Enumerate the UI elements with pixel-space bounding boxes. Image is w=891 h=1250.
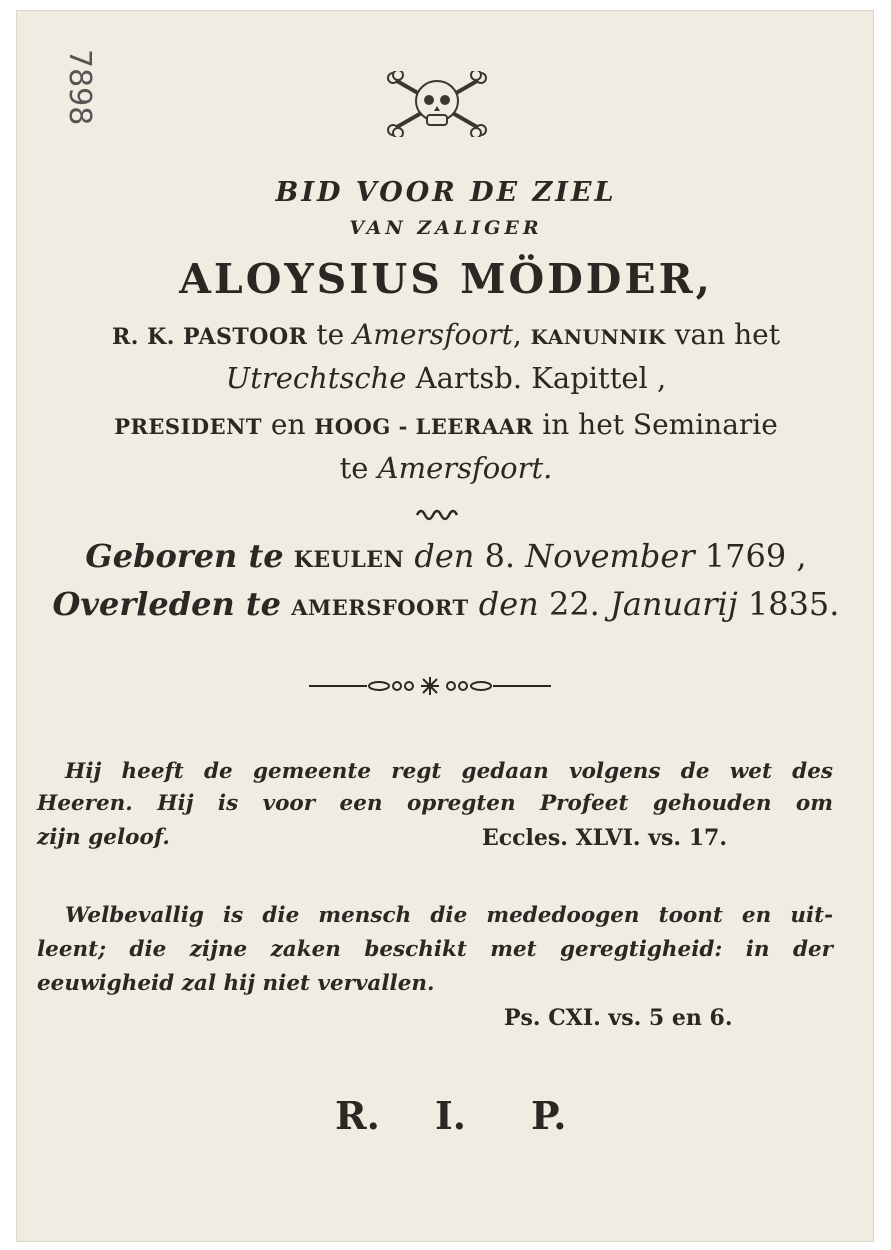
death-year: 1835.: [747, 585, 840, 623]
quote-1-reference: Eccles. XLVI. vs. 17.: [482, 825, 727, 851]
birth-day: 8.: [484, 537, 516, 575]
heading-line-1: BID VOOR DE ZIEL: [275, 177, 617, 208]
title-en: en: [270, 408, 306, 441]
quote-1-line-1: Hij heeft de gemeente regt gedaan volgens de wet des: [65, 759, 833, 784]
death-den: den: [478, 585, 539, 623]
quote-2-reference: Ps. CXI. vs. 5 en 6.: [504, 1005, 733, 1031]
title-line-1: [17, 318, 875, 351]
title-seminarie: in het Seminarie: [542, 408, 778, 441]
birth-den: den: [414, 537, 475, 575]
rip-p: P.: [531, 1093, 567, 1138]
death-month: Januarij: [610, 585, 738, 623]
quote-2-line-1: Welbevallig is die mensch die mededoogen toont en uit-: [65, 903, 833, 928]
birth-label: Geboren te: [85, 537, 284, 575]
death-day: 22.: [548, 585, 600, 623]
title-president: PRESIDENT: [114, 414, 262, 439]
deceased-name: ALOYSIUS MÖDDER,: [179, 255, 713, 303]
title-amersfoort: Amersfoort: [353, 318, 513, 351]
title-line-3: [17, 408, 875, 441]
title-van-het: van het: [674, 318, 781, 351]
title-kanunnik: KANUNNIK: [530, 325, 666, 349]
quote-1-line-3: zijn geloof.: [37, 825, 170, 850]
title-te: te: [316, 318, 345, 351]
birth-year: 1769 ,: [704, 537, 807, 575]
death-place: AMERSFOORT: [291, 595, 469, 620]
title-utrechtsche: Utrechtsche: [225, 361, 407, 395]
quote-1-line-2: Heeren. Hij is voor een opregten Profeet gehouden om: [37, 791, 833, 816]
birth-month: November: [525, 537, 695, 575]
wave-ornament-icon: [415, 505, 465, 521]
death-line: [17, 585, 875, 623]
prayer-card: [16, 10, 874, 1242]
title-line-2: [17, 361, 875, 395]
title-hoogleeraar: HOOG - LEERAAR: [314, 414, 534, 439]
heading-line-2: VAN ZALIGER: [349, 217, 543, 239]
quote-2-line-2: leent; die zijne zaken beschikt met geregtigheid: in der: [37, 937, 833, 962]
title-kapittel: Aartsb. Kapittel ,: [415, 361, 667, 395]
title-line-4: [17, 451, 875, 485]
birth-line: [17, 537, 875, 575]
title-comma: ,: [512, 318, 522, 351]
skull-crossbones-icon: [385, 71, 489, 137]
title-pastoor: R. K. PASTOOR: [111, 324, 308, 350]
death-label: Overleden te: [52, 585, 282, 623]
ornamental-divider-icon: [307, 675, 553, 697]
rip-i: I.: [435, 1093, 467, 1138]
rip-r: R.: [335, 1093, 380, 1138]
birth-place: KEULEN: [293, 547, 405, 573]
title-te-2: te: [339, 451, 369, 485]
inventory-number: 7898: [62, 49, 97, 126]
title-amersfoort-2: Amersfoort.: [377, 451, 553, 485]
quote-2-line-3: eeuwigheid zal hij niet vervallen.: [37, 971, 435, 996]
